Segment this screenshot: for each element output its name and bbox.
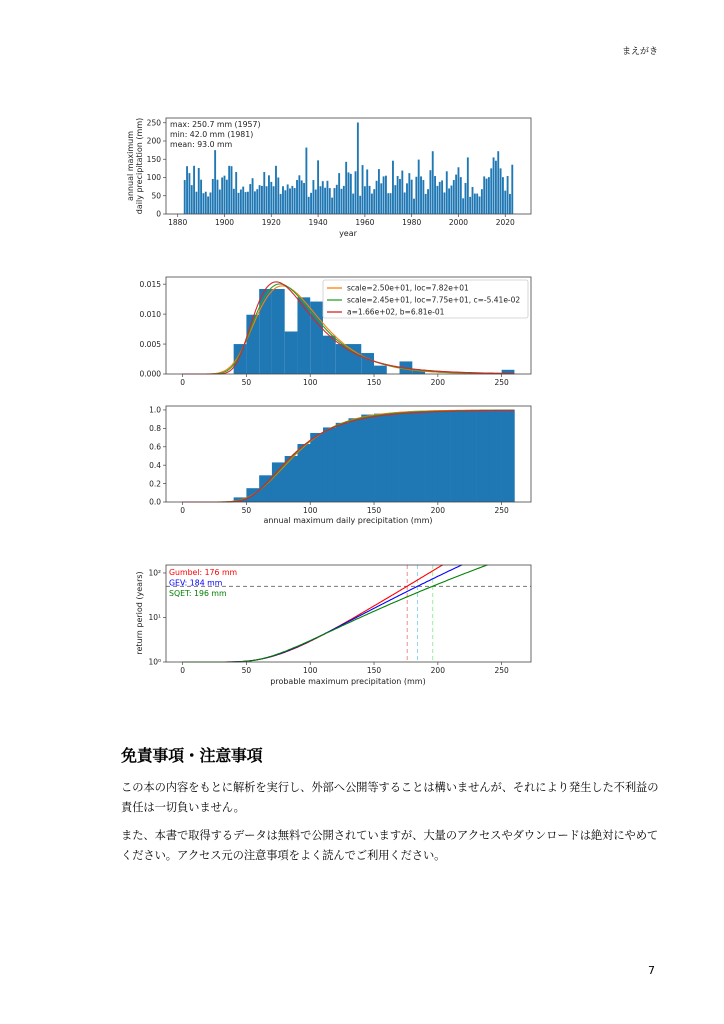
bar-year-1970 — [387, 193, 389, 214]
bar-year-1901 — [226, 180, 228, 214]
y-axis-label: annual maximum — [126, 130, 135, 202]
stats-annotation: min: 42.0 mm (1981) — [170, 130, 254, 139]
bar-year-1934 — [303, 183, 305, 214]
pmp-label-gev: GEV: 184 mm — [169, 578, 223, 588]
x-tick-label: 2000 — [448, 218, 469, 227]
x-tick-label: 150 — [366, 378, 382, 387]
y-tick-label: 0.6 — [149, 442, 161, 452]
bar-year-1999 — [455, 175, 457, 214]
bar-year-2023 — [511, 165, 513, 214]
bar-year-1938 — [312, 180, 314, 214]
return-curve-sqet — [183, 565, 488, 662]
histogram-bar — [323, 336, 336, 374]
bar-year-1888 — [195, 192, 197, 214]
paragraph: この本の内容をもとに解析を実行し、外部へ公開等することは構いませんが、それにより発生した不利益の責任は一切負いません。 — [121, 781, 659, 814]
bar-year-1922 — [275, 166, 277, 214]
bar-year-1994 — [443, 192, 445, 214]
bar-year-1918 — [266, 186, 268, 214]
x-tick-label: 1920 — [261, 218, 281, 227]
bar-year-2002 — [462, 198, 464, 214]
cumulative-bar — [310, 433, 323, 502]
cumulative-bar — [349, 418, 362, 502]
bar-year-1964 — [373, 189, 375, 214]
bar-year-1909 — [245, 192, 247, 214]
y-tick-label: 10² — [148, 568, 161, 578]
x-tick-label: 100 — [303, 666, 318, 675]
bar-year-2014 — [490, 168, 492, 214]
bar-year-2019 — [502, 177, 504, 214]
y-axis-label: daily precipitation (mm) — [135, 117, 144, 215]
bar-year-2018 — [500, 168, 502, 214]
bar-year-2007 — [474, 194, 476, 214]
stats-annotation: max: 250.7 mm (1957) — [170, 120, 261, 129]
bar-year-1988 — [429, 170, 431, 214]
bar-year-2021 — [507, 176, 509, 214]
x-tick-label: 50 — [241, 666, 252, 675]
running-header: まえがき — [621, 47, 658, 57]
cumulative-bar — [387, 414, 400, 502]
bar-year-1892 — [205, 192, 207, 214]
paragraph: また、本書で取得するデータは無料で公開されていますが、大量のアクセスやダウンロードは絶対にやめてください。アクセス元の注意事項をよく読んでご利用ください。 — [121, 829, 659, 862]
bar-year-2006 — [472, 187, 474, 214]
bar-year-1948 — [336, 185, 338, 214]
pmp-label-sqet: SQET: 196 mm — [169, 589, 227, 598]
y-tick-label: 0.4 — [149, 460, 161, 470]
cumulative-bar — [297, 444, 310, 502]
y-tick-label: 0.0 — [149, 497, 161, 507]
bar-year-1950 — [341, 189, 343, 214]
bar-year-1974 — [397, 176, 399, 214]
bar-year-2017 — [497, 151, 499, 214]
bar-year-2000 — [458, 167, 460, 214]
bar-year-1890 — [200, 180, 202, 214]
bar-year-1981 — [413, 199, 415, 214]
histogram-bar — [234, 344, 247, 374]
bar-year-2004 — [467, 157, 469, 214]
y-tick-label: 10¹ — [148, 613, 161, 623]
bar-year-1904 — [233, 189, 235, 214]
bar-year-1945 — [329, 188, 331, 214]
y-tick-label: 0.005 — [139, 339, 161, 349]
bar-year-1995 — [446, 171, 448, 214]
cumulative-bar — [272, 462, 285, 502]
bar-year-2015 — [493, 157, 495, 214]
x-axis-label: probable maximum precipitation (mm) — [270, 677, 426, 686]
y-tick-label: 0 — [156, 209, 161, 219]
bar-year-1921 — [273, 186, 275, 214]
bar-year-1930 — [294, 188, 296, 214]
cumulative-bar — [323, 427, 336, 502]
y-tick-label: 0.000 — [139, 369, 161, 379]
bar-year-1975 — [399, 179, 401, 214]
y-tick-label: 0.010 — [139, 309, 161, 319]
x-tick-label: 1960 — [355, 218, 375, 227]
bar-year-1976 — [401, 171, 403, 214]
bar-year-1907 — [240, 190, 242, 214]
x-tick-label: 150 — [366, 506, 382, 515]
histogram-bar — [259, 289, 272, 374]
bar-year-1923 — [277, 177, 279, 214]
bar-year-1985 — [422, 180, 424, 214]
bar-year-1947 — [334, 188, 336, 214]
bar-year-1972 — [392, 161, 394, 214]
bar-year-1987 — [427, 189, 429, 214]
bar-year-1978 — [406, 183, 408, 214]
cumulative-bar — [400, 412, 413, 502]
bar-year-1960 — [364, 186, 366, 214]
bar-year-1971 — [390, 193, 392, 214]
bar-year-1989 — [432, 151, 434, 214]
bar-year-1968 — [383, 176, 385, 214]
bar-year-1966 — [378, 169, 380, 214]
cumulative-bar — [412, 411, 425, 502]
y-tick-label: 10⁰ — [148, 657, 161, 667]
bar-year-1965 — [376, 181, 378, 214]
bar-year-1894 — [210, 192, 212, 214]
x-tick-label: 200 — [430, 666, 445, 675]
bar-year-1916 — [261, 186, 263, 214]
y-tick-label: 50 — [151, 191, 161, 201]
bar-year-1917 — [263, 172, 265, 214]
bar-year-1942 — [322, 181, 324, 214]
bar-year-2010 — [481, 189, 483, 214]
x-tick-label: 250 — [494, 506, 509, 515]
x-tick-label: 250 — [494, 378, 509, 387]
bar-year-1889 — [198, 168, 200, 214]
bar-year-1900 — [224, 176, 226, 214]
cumulative-bar — [451, 411, 464, 502]
cumulative-bar — [502, 410, 515, 502]
bar-year-1913 — [254, 191, 256, 214]
bar-year-1910 — [247, 192, 249, 214]
bar-year-1957 — [357, 122, 359, 214]
bar-year-1940 — [317, 160, 319, 214]
bar-year-2001 — [460, 177, 462, 214]
bar-year-1929 — [291, 186, 293, 214]
bar-year-1954 — [350, 174, 352, 214]
bar-year-1997 — [451, 186, 453, 214]
bar-year-1982 — [415, 177, 417, 214]
x-tick-label: 1980 — [402, 218, 422, 227]
bar-year-1928 — [289, 188, 291, 214]
pmp-label-gumbel: Gumbel: 176 mm — [169, 568, 238, 577]
y-tick-label: 250 — [146, 118, 161, 128]
x-tick-label: 50 — [241, 378, 252, 387]
bar-year-1998 — [453, 180, 455, 214]
bar-year-2020 — [504, 191, 506, 214]
x-tick-label: 150 — [366, 666, 382, 675]
y-tick-label: 150 — [146, 154, 161, 164]
bar-year-2016 — [495, 161, 497, 214]
bar-year-1963 — [371, 194, 373, 214]
bar-year-1884 — [186, 166, 188, 214]
bar-year-1933 — [301, 180, 303, 214]
x-tick-label: 200 — [430, 506, 445, 515]
bar-year-1903 — [231, 166, 233, 214]
bar-year-1958 — [359, 196, 361, 214]
cumulative-bar — [463, 411, 476, 502]
bar-year-1912 — [252, 178, 254, 214]
bar-year-1952 — [345, 162, 347, 214]
legend-label: scale=2.45e+01, loc=7.75e+01, c=-5.41e-02 — [347, 295, 521, 305]
bar-year-1949 — [338, 173, 340, 214]
y-tick-label: 100 — [146, 173, 161, 183]
y-tick-label: 1.0 — [149, 405, 161, 415]
x-tick-label: 2020 — [495, 218, 515, 227]
x-tick-label: 0 — [180, 506, 185, 515]
page-number: 7 — [648, 964, 655, 977]
bar-year-1915 — [259, 185, 261, 214]
bar-year-2012 — [486, 179, 488, 214]
x-tick-label: 0 — [180, 378, 185, 387]
bar-year-1911 — [249, 184, 251, 214]
bar-year-1936 — [308, 197, 310, 214]
bar-year-1899 — [221, 177, 223, 214]
legend-label: scale=2.50e+01, loc=7.82e+01 — [347, 283, 469, 293]
bar-year-1943 — [324, 188, 326, 214]
x-tick-label: 1940 — [308, 218, 328, 227]
bar-year-1887 — [193, 166, 195, 214]
bar-year-1946 — [331, 198, 333, 214]
bar-year-1939 — [315, 190, 317, 214]
x-tick-label: 0 — [180, 666, 185, 675]
bar-year-1959 — [362, 165, 364, 214]
bar-year-1973 — [394, 185, 396, 214]
bar-year-1944 — [327, 181, 329, 214]
bar-year-1935 — [305, 148, 307, 214]
bar-year-1895 — [212, 179, 214, 214]
cumulative-bar — [336, 423, 349, 502]
bar-year-1906 — [238, 193, 240, 214]
stats-annotation: mean: 93.0 mm — [170, 140, 233, 149]
bar-year-1908 — [242, 187, 244, 214]
bar-year-1905 — [235, 172, 237, 214]
return-curve-gev — [183, 565, 463, 662]
bar-year-1984 — [420, 176, 422, 214]
bar-year-1993 — [441, 180, 443, 214]
bar-year-1980 — [411, 180, 413, 214]
bar-year-1883 — [184, 180, 186, 214]
bar-year-1992 — [439, 182, 441, 214]
cumulative-bar — [361, 415, 374, 502]
bar-year-1893 — [207, 196, 209, 214]
x-tick-label: 250 — [494, 666, 509, 675]
bar-year-2003 — [465, 183, 467, 214]
y-tick-label: 0.015 — [139, 279, 161, 289]
bar-year-1969 — [385, 176, 387, 214]
cumulative-bar — [374, 414, 387, 502]
bar-year-1927 — [287, 184, 289, 214]
bar-year-1886 — [191, 185, 193, 214]
y-tick-label: 200 — [146, 136, 161, 146]
bar-year-1937 — [310, 193, 312, 214]
bar-year-1891 — [203, 193, 205, 214]
y-tick-label: 0.8 — [149, 424, 161, 434]
bar-year-1977 — [404, 192, 406, 214]
bar-year-1919 — [268, 175, 270, 214]
x-tick-label: 200 — [430, 378, 445, 387]
bar-year-1991 — [436, 186, 438, 214]
bar-year-1897 — [217, 180, 219, 214]
x-tick-label: 1880 — [168, 218, 188, 227]
section-heading: 免責事項・注意事項 — [121, 746, 263, 765]
bar-year-1885 — [188, 173, 190, 214]
x-tick-label: 1900 — [214, 218, 235, 227]
bar-year-1898 — [219, 190, 221, 214]
legend-label: a=1.66e+02, b=6.81e-01 — [347, 307, 445, 317]
x-tick-label: 100 — [303, 378, 318, 387]
bar-year-2009 — [479, 196, 481, 214]
x-tick-label: 100 — [303, 506, 318, 515]
y-tick-label: 0.2 — [149, 479, 161, 489]
histogram-bar — [285, 331, 298, 374]
bar-year-2013 — [488, 177, 490, 214]
bar-year-1956 — [355, 171, 357, 214]
bar-year-1914 — [256, 189, 258, 214]
bar-year-1953 — [348, 172, 350, 214]
bar-year-1902 — [228, 166, 230, 214]
cumulative-bar — [476, 411, 489, 502]
bar-year-1925 — [282, 186, 284, 214]
bar-year-2022 — [509, 194, 511, 214]
y-axis-label: return period (years) — [135, 571, 144, 655]
bar-year-2005 — [469, 197, 471, 214]
bar-year-1920 — [270, 182, 272, 214]
cumulative-bar — [489, 411, 502, 502]
x-axis-label: year — [339, 229, 357, 238]
bar-year-1955 — [352, 194, 354, 214]
bar-year-1951 — [343, 186, 345, 214]
bar-year-1896 — [214, 150, 216, 214]
bar-year-1986 — [425, 194, 427, 214]
bar-year-1990 — [434, 176, 436, 214]
bar-year-2011 — [483, 176, 485, 214]
bar-year-1983 — [418, 160, 420, 214]
x-tick-label: 50 — [241, 506, 252, 515]
bar-year-1962 — [369, 186, 371, 214]
bar-year-1926 — [284, 190, 286, 214]
bar-year-1931 — [296, 180, 298, 214]
bar-year-1941 — [319, 186, 321, 214]
cumulative-bar — [438, 411, 451, 502]
cumulative-bar — [425, 411, 438, 502]
bar-year-1961 — [366, 169, 368, 214]
x-axis-label: annual maximum daily precipitation (mm) — [263, 516, 433, 525]
bar-year-2008 — [476, 194, 478, 214]
bar-year-1967 — [380, 183, 382, 214]
bar-year-1932 — [298, 175, 300, 214]
bar-year-1979 — [408, 173, 410, 214]
bar-year-1924 — [280, 194, 282, 214]
histogram-bar — [374, 366, 387, 374]
histogram-bar — [272, 289, 285, 374]
bar-year-1996 — [448, 188, 450, 214]
